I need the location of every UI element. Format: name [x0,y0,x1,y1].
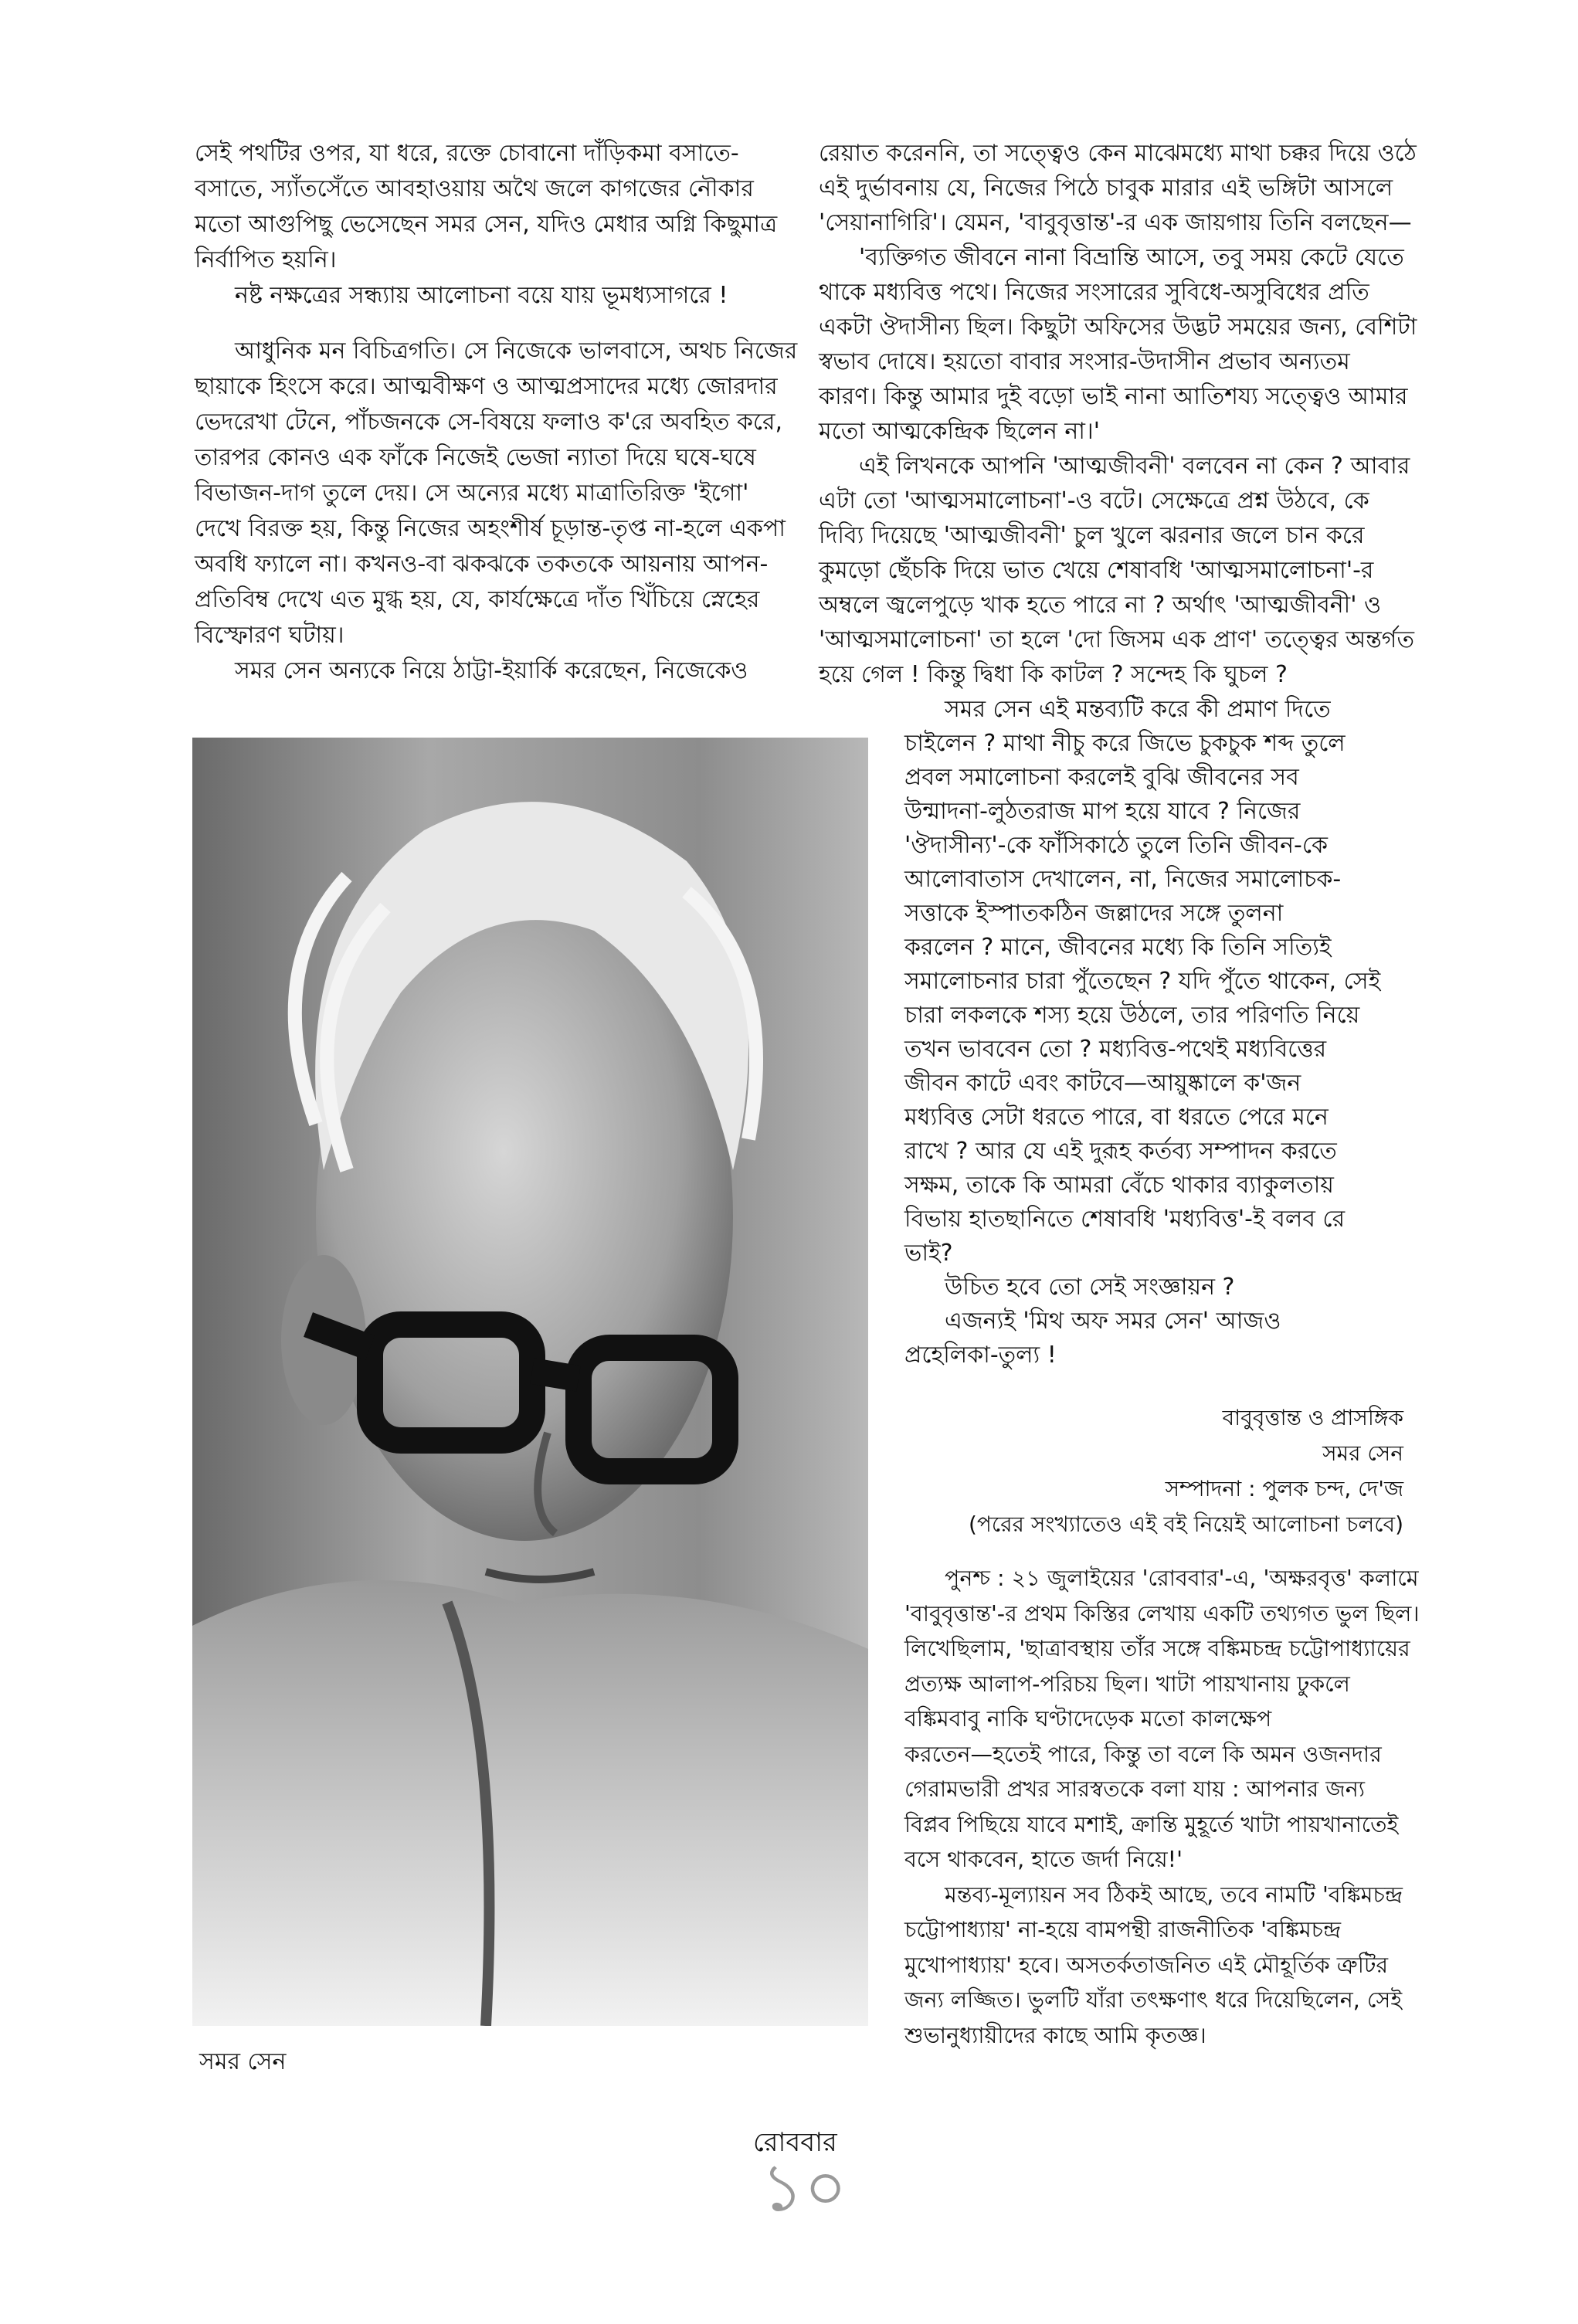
text-line: সমর সেন অন্যকে নিয়ে ঠাট্টা-ইয়ার্কি করেছেন, নিজেকেও [235,657,748,684]
text-line: দেখে বিরক্ত হয়, কিন্তু নিজের অহংশীর্ষ চূড়ান্ত-তৃপ্ত না-হলে একপা [195,515,786,542]
text-line: বাবুবৃত্তান্ত ও প্রাসঙ্গিক [1222,1405,1403,1430]
text-line: 'ব্যক্তিগত জীবনে নানা বিভ্রান্তি আসে, তবু সময় কেটে যেতে [859,244,1404,271]
text-line: ভেদরেখা টেনে, পাঁচজনকে সে-বিষয়ে ফলাও ক'রে অবহিত করে, [195,409,782,436]
text-line: উন্মাদনা-লুঠতরাজ মাপ হয়ে যাবে ? নিজের [904,798,1301,825]
text-line: একটা ঔদাসীন্য ছিল। কিছুটা অফিসের উদ্ভট সময়ের জন্য, বেশিটা [819,314,1417,341]
text-line: বিভায় হাতছানিতে শেষাবধি 'মধ্যবিত্ত'-ই বলব রে [904,1206,1346,1233]
article-right-column [819,136,1498,692]
portrait-photo [192,738,868,2026]
article-left-column [195,136,798,689]
page-number: ১০ [761,2149,847,2227]
text-line: করলেন ? মানে, জীবনের মধ্যে কি তিনি সত্যিই [904,934,1332,961]
text-line: বসে থাকবেন, হাতে জর্দা নিয়ে!' [904,1847,1183,1872]
text-line: এজন্যই 'মিথ অফ সমর সেন' আজও [945,1308,1281,1335]
text-line: মতো আত্মকেন্দ্রিক ছিলেন না।' [819,418,1100,445]
text-line: শুভানুধ্যায়ীদের কাছে আমি কৃতজ্ঞ। [904,2022,1206,2048]
text-line: দিব্যি দিয়েছে 'আত্মজীবনী' চুল খুলে ঝরনার জলে চান করে [819,522,1365,549]
text-line: লিখেছিলাম, 'ছাত্রাবস্থায় তাঁর সঙ্গে বঙ্কিমচন্দ্র চট্টোপাধ্যায়ের [904,1636,1410,1661]
text-line: মন্তব্য-মূল্যায়ন সব ঠিকই আছে, তবে নামটি 'বঙ্কিমচন্দ্র [945,1881,1403,1908]
text-line: প্রবল সমালোচনা করলেই বুঝি জীবনের সব [904,764,1299,791]
text-line: অবধি ফ্যালে না। কখনও-বা ঝকঝকে তকতকে আয়নায় আপন- [195,551,769,578]
text-line: 'ঔদাসীন্য'-কে ফাঁসিকাঠে তুলে তিনি জীবন-কে [904,832,1329,859]
text-line: জন্য লজ্জিত। ভুলটি যাঁরা তৎক্ষণাৎ ধরে দিয়েছিলেন, সেই [904,1987,1403,2013]
text-line: হয়ে গেল ! কিন্তু দ্বিধা কি কাটল ? সন্দেহ কি ঘুচল ? [819,661,1288,688]
text-line: বঙ্কিমবাবু নাকি ঘণ্টাদেড়েক মতো কালক্ষেপ [904,1706,1272,1732]
text-line: পুনশ্চ : ২১ জুলাইয়ের 'রোববার'-এ, 'অক্ষরবৃত্ত' কলামে [945,1566,1419,1591]
text-line: তারপর কোনও এক ফাঁকে নিজেই ভেজা ন্যাতা দিয়ে ঘষে-ঘষে [195,444,756,471]
text-line: তখন ভাববেন তো ? মধ্যবিত্ত-পথেই মধ্যবিত্তের [904,1036,1327,1063]
text-line: নষ্ট নক্ষত্রের সন্ধ্যায় আলোচনা বয়ে যায় ভূমধ্যসাগরে ! [235,282,728,309]
text-line: স্বভাব দোষে। হয়তো বাবার সংসার-উদাসীন প্রভাব অন্যতম [819,348,1350,375]
text-line: অম্বলে জ্বলেপুড়ে খাক হতে পারে না ? অর্থাৎ 'আত্মজীবনী' ও [819,592,1382,619]
text-line: বিপ্লব পিছিয়ে যাবে মশাই, ক্রান্তি মুহূর্তে খাটা পায়খানাতেই [904,1811,1399,1837]
text-line: গেরামভারী প্রখর সারস্বতকে বলা যায় : আপনার জন্য [904,1776,1366,1802]
text-line: 'সেয়ানাগিরি'। যেমন, 'বাবুবৃত্তান্ত'-র এক জায়গায় তিনি বলছেন— [819,209,1412,236]
text-line: ভাই? [904,1240,953,1267]
article-right-narrow-column [904,693,1437,1372]
text-line: জীবন কাটে এবং কাটবে—আয়ুষ্কালে ক'জন [904,1070,1301,1097]
text-line: থাকে মধ্যবিত্ত পথে। নিজের সংসারের সুবিধে-অসুবিধের প্রতি [819,279,1369,306]
text-line: আধুনিক মন বিচিত্রগতি। সে নিজেকে ভালবাসে, অথচ নিজের [235,338,798,365]
text-line: চাইলেন ? মাথা নীচু করে জিভে চুকচুক শব্দ তুলে [904,730,1346,757]
text-line: কুমড়ো ছেঁচকি দিয়ে ভাত খেয়ে শেষাবধি 'আত্মসমালোচনা'-র [819,557,1374,584]
text-line: বিভাজন-দাগ তুলে দেয়। সে অন্যের মধ্যে মাত্রাতিরিক্ত 'ইগো' [195,480,749,507]
text-line: সেই পথটির ওপর, যা ধরে, রক্তে চোবানো দাঁড়িকমা বসাতে- [195,140,739,167]
text-line: বিস্ফোরণ ঘটায়। [195,622,344,649]
text-line: ছায়াকে হিংসে করে। আত্মবীক্ষণ ও আত্মপ্রসাদের মধ্যে জোরদার [195,373,778,400]
text-line: প্রতিবিম্ব দেখে এত মুগ্ধ হয়, যে, কার্যক্ষেত্রে দাঁত খিঁচিয়ে স্নেহের [195,586,760,613]
text-line: এই লিখনকে আপনি 'আত্মজীবনী' বলবেন না কেন ? আবার [859,453,1410,480]
magazine-name: রোববার [753,2127,837,2158]
photo-caption: সমর সেন [199,2048,287,2075]
text-line: এটা তো 'আত্মসমালোচনা'-ও বটে। সেক্ষেত্রে প্রশ্ন উঠবে, কে [819,487,1369,514]
text-line: সক্ষম, তাকে কি আমরা বেঁচে থাকার ব্যাকুলতায় [904,1172,1334,1199]
text-line: করতেন—হতেই পারে, কিন্তু তা বলে কি অমন ওজনদার [904,1741,1382,1767]
text-line: বসাতে, স্যাঁতসেঁতে আবহাওয়ায় অথৈ জলে কাগজের নৌকার [195,175,754,202]
text-line: চট্টোপাধ্যায়' না-হয়ে বামপন্থী রাজনীতিক 'বঙ্কিমচন্দ্র [904,1917,1342,1942]
text-line: সমালোচনার চারা পুঁতেছেন ? যদি পুঁতে থাকেন, সেই [904,968,1381,995]
postscript [904,1561,1437,2053]
text-line: প্রত্যক্ষ আলাপ-পরিচয় ছিল। খাটা পায়খানায় ঢুকলে [904,1671,1350,1697]
text-line: রাখে ? আর যে এই দুরূহ কর্তব্য সম্পাদন করতে [904,1138,1337,1165]
text-line: নির্বাপিত হয়নি। [195,246,337,273]
text-line: এই দুর্ভাবনায় যে, নিজের পিঠে চাবুক মারার এই ভঙ্গিটা আসলে [819,175,1393,202]
text-line: 'আত্মসমালোচনা' তা হলে 'দো জিসম এক প্রাণ' তত্ত্বের অন্তর্গত [819,626,1414,653]
text-line: প্রহেলিকা-তুল্য ! [904,1342,1057,1369]
text-line: মুখোপাধ্যায়' হবে। অসতর্কতাজনিত এই মৌহূর্তিক ত্রুটির [904,1952,1389,1978]
text-line: কারণ। কিন্তু আমার দুই বড়ো ভাই নানা আতিশয্য সত্ত্বেও আমার [819,383,1408,410]
text-line: (পরের সংখ্যাতেও এই বই নিয়েই আলোচনা চলবে) [968,1511,1403,1537]
text-line: সত্তাকে ইস্পাতকঠিন জল্লাদের সঙ্গে তুলনা [904,900,1284,927]
text-line: উচিত হবে তো সেই সংজ্ঞায়ন ? [945,1274,1235,1301]
text-line: চারা লকলকে শস্য হয়ে উঠলে, তার পরিণতি নিয়ে [904,1002,1360,1029]
text-line: মতো আগুপিছু ভেসেছেন সমর সেন, যদিও মেধার অগ্নি কিছুমাত্র [195,211,778,238]
text-line: সম্পাদনা : পুলক চন্দ, দে'জ [1165,1476,1403,1501]
text-line: সমর সেন এই মন্তব্যটি করে কী প্রমাণ দিতে [945,696,1331,723]
text-line: সমর সেন [1322,1440,1403,1466]
book-reference [969,1400,1403,1542]
text-line: মধ্যবিত্ত সেটা ধরতে পারে, বা ধরতে পেরে মনে [904,1104,1329,1131]
text-line: রেয়াত করেননি, তা সত্ত্বেও কেন মাঝেমধ্যে মাথা চক্কর দিয়ে ওঠে [819,140,1417,167]
text-line: 'বাবুবৃত্তান্ত'-র প্রথম কিস্তির লেখায় একটি তথ্যগত ভুল ছিল। [904,1600,1420,1627]
text-line: আলোবাতাস দেখালেন, না, নিজের সমালোচক- [904,866,1342,893]
